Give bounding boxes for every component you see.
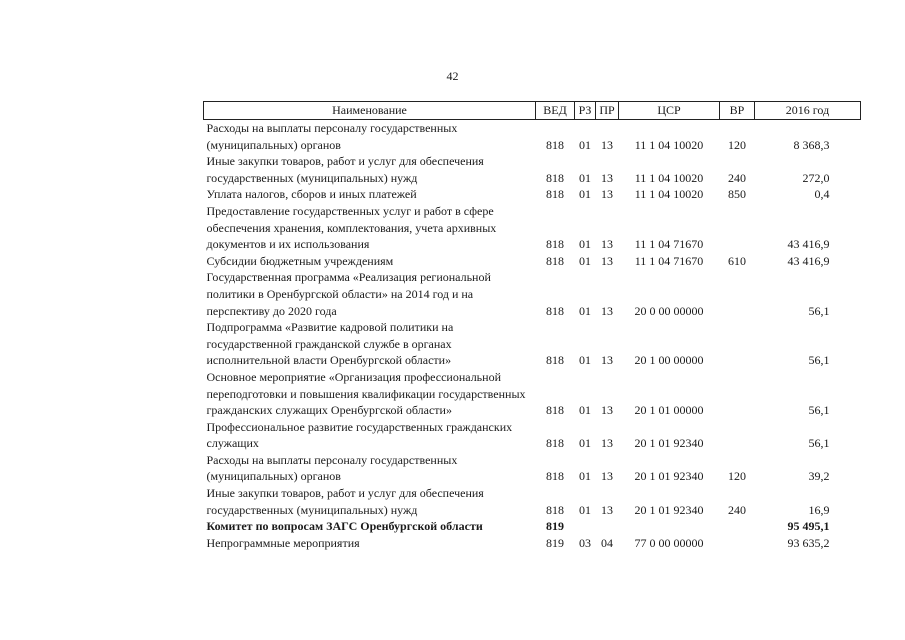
table-row bbox=[204, 369, 861, 419]
table-row bbox=[204, 535, 861, 552]
cell-ved: 818 bbox=[546, 170, 564, 185]
cell-name: Непрограммные мероприятия bbox=[206, 535, 360, 550]
cell-pr: 13 bbox=[601, 137, 613, 152]
cell-rz: 01 bbox=[579, 436, 591, 451]
page-number: 42 bbox=[446, 69, 459, 83]
cell-vr bbox=[720, 518, 755, 535]
cell-ved: 818 bbox=[546, 436, 564, 451]
cell-ved: 818 bbox=[546, 469, 564, 484]
cell-name: Субсидии бюджетным учреждениям bbox=[206, 253, 394, 268]
cell-name: Предоставление государственных услуг и работ в сфере обеспечения хранения, комплектования, учета архивных документов и их использования bbox=[206, 203, 497, 252]
header-csr: ЦСР bbox=[619, 102, 720, 120]
cell-csr: 77 0 00 00000 bbox=[634, 535, 704, 550]
cell-ved: 818 bbox=[546, 502, 564, 517]
cell-csr: 20 1 01 92340 bbox=[634, 469, 704, 484]
cell-vr: 120 bbox=[728, 469, 746, 484]
cell-amount: 95 495,1 bbox=[787, 519, 830, 534]
cell-vr bbox=[720, 535, 755, 552]
table-row bbox=[204, 452, 861, 485]
cell-csr: 20 1 00 00000 bbox=[634, 353, 704, 368]
cell-pr: 04 bbox=[601, 535, 613, 550]
cell-rz: 01 bbox=[579, 187, 591, 202]
table-row bbox=[204, 269, 861, 319]
cell-name: Профессиональное развитие государственных гражданских служащих bbox=[206, 419, 513, 451]
table-body bbox=[204, 120, 861, 552]
cell-rz: 01 bbox=[579, 469, 591, 484]
cell-vr: 120 bbox=[728, 137, 746, 152]
cell-ved: 818 bbox=[546, 137, 564, 152]
cell-pr bbox=[596, 518, 619, 535]
cell-amount: 93 635,2 bbox=[787, 535, 830, 550]
cell-name: Расходы на выплаты персоналу государственных (муниципальных) органов bbox=[206, 452, 458, 484]
cell-vr: 240 bbox=[728, 170, 746, 185]
header-vr: ВР bbox=[720, 102, 755, 120]
table-row bbox=[204, 253, 861, 270]
cell-amount: 0,4 bbox=[814, 187, 830, 202]
cell-pr: 13 bbox=[601, 469, 613, 484]
table-row bbox=[204, 120, 861, 154]
cell-name: Иные закупки товаров, работ и услуг для обеспечения государственных (муниципальных) нужд bbox=[206, 154, 484, 185]
cell-rz: 01 bbox=[579, 170, 591, 185]
cell-csr: 11 1 04 10020 bbox=[634, 170, 704, 185]
cell-csr: 20 1 01 92340 bbox=[634, 436, 704, 451]
cell-amount: 272,0 bbox=[802, 170, 830, 185]
cell-ved: 818 bbox=[546, 187, 564, 202]
header-ved: ВЕД bbox=[536, 102, 575, 120]
cell-csr bbox=[619, 518, 720, 535]
cell-pr: 13 bbox=[601, 187, 613, 202]
cell-amount: 43 416,9 bbox=[787, 253, 830, 268]
cell-vr bbox=[720, 419, 755, 452]
cell-ved: 819 bbox=[546, 535, 564, 550]
cell-amount: 56,1 bbox=[808, 403, 830, 418]
cell-name: Основное мероприятие «Организация профессиональной переподготовки и повышения квалификации государственных гражданских служащих Оренбургской области» bbox=[206, 369, 526, 418]
cell-pr: 13 bbox=[601, 403, 613, 418]
cell-rz: 01 bbox=[579, 353, 591, 368]
cell-name: Подпрограмма «Развитие кадровой политики на государственной гражданской службе в органах исполнительной власти Оренбургской области» bbox=[206, 320, 454, 368]
cell-vr bbox=[720, 203, 755, 253]
cell-ved: 818 bbox=[546, 403, 564, 418]
header-pr: ПР bbox=[596, 102, 619, 120]
cell-amount: 43 416,9 bbox=[787, 237, 830, 252]
cell-ved: 818 bbox=[546, 253, 564, 268]
cell-ved: 818 bbox=[546, 303, 564, 318]
cell-rz: 01 bbox=[579, 137, 591, 152]
cell-vr bbox=[720, 319, 755, 369]
cell-rz: 01 bbox=[579, 237, 591, 252]
cell-pr: 13 bbox=[601, 436, 613, 451]
cell-amount: 56,1 bbox=[808, 436, 830, 451]
cell-vr bbox=[720, 269, 755, 319]
cell-vr: 610 bbox=[728, 253, 746, 268]
table-row bbox=[204, 186, 861, 203]
header-rz: РЗ bbox=[575, 102, 596, 120]
header-year: 2016 год bbox=[755, 102, 861, 120]
header-name: Наименование bbox=[204, 102, 536, 120]
cell-name: Иные закупки товаров, работ и услуг для обеспечения государственных (муниципальных) нужд bbox=[206, 486, 484, 517]
cell-rz: 01 bbox=[579, 253, 591, 268]
table-row bbox=[204, 518, 861, 535]
cell-rz: 01 bbox=[579, 303, 591, 318]
cell-ved: 818 bbox=[546, 353, 564, 368]
table-row bbox=[204, 203, 861, 253]
cell-csr: 20 1 01 92340 bbox=[634, 502, 704, 517]
table-row bbox=[204, 319, 861, 369]
cell-amount: 56,1 bbox=[808, 353, 830, 368]
table-row bbox=[204, 153, 861, 186]
cell-csr: 20 0 00 00000 bbox=[634, 303, 704, 318]
table-row bbox=[204, 485, 861, 518]
cell-rz: 01 bbox=[579, 403, 591, 418]
cell-ved: 818 bbox=[546, 237, 564, 252]
cell-amount: 16,9 bbox=[808, 502, 830, 517]
cell-ved: 819 bbox=[546, 519, 564, 534]
cell-pr: 13 bbox=[601, 353, 613, 368]
cell-vr: 850 bbox=[728, 187, 746, 202]
cell-amount: 8 368,3 bbox=[793, 137, 830, 152]
cell-csr: 11 1 04 71670 bbox=[634, 237, 704, 252]
cell-name: Расходы на выплаты персоналу государственных (муниципальных) органов bbox=[206, 121, 458, 152]
budget-table bbox=[203, 101, 861, 551]
cell-vr: 240 bbox=[728, 502, 746, 517]
cell-rz bbox=[575, 518, 596, 535]
cell-name: Комитет по вопросам ЗАГС Оренбургской области bbox=[206, 519, 483, 534]
cell-name: Уплата налогов, сборов и иных платежей bbox=[206, 187, 417, 202]
cell-amount: 39,2 bbox=[808, 469, 830, 484]
cell-pr: 13 bbox=[601, 170, 613, 185]
cell-csr: 11 1 04 71670 bbox=[634, 253, 704, 268]
table-row bbox=[204, 419, 861, 452]
cell-amount: 56,1 bbox=[808, 303, 830, 318]
cell-csr: 11 1 04 10020 bbox=[634, 187, 704, 202]
cell-rz: 01 bbox=[579, 502, 591, 517]
cell-pr: 13 bbox=[601, 502, 613, 517]
cell-pr: 13 bbox=[601, 237, 613, 252]
cell-name: Государственная программа «Реализация региональной политики в Оренбургской области» на 2014 год и на перспективу до 2020 года bbox=[206, 270, 491, 318]
cell-rz: 03 bbox=[579, 535, 591, 550]
cell-pr: 13 bbox=[601, 303, 613, 318]
table-header-row bbox=[204, 102, 861, 120]
cell-csr: 11 1 04 10020 bbox=[634, 137, 704, 152]
cell-pr: 13 bbox=[601, 253, 613, 268]
cell-vr bbox=[720, 369, 755, 419]
cell-csr: 20 1 01 00000 bbox=[634, 403, 704, 418]
